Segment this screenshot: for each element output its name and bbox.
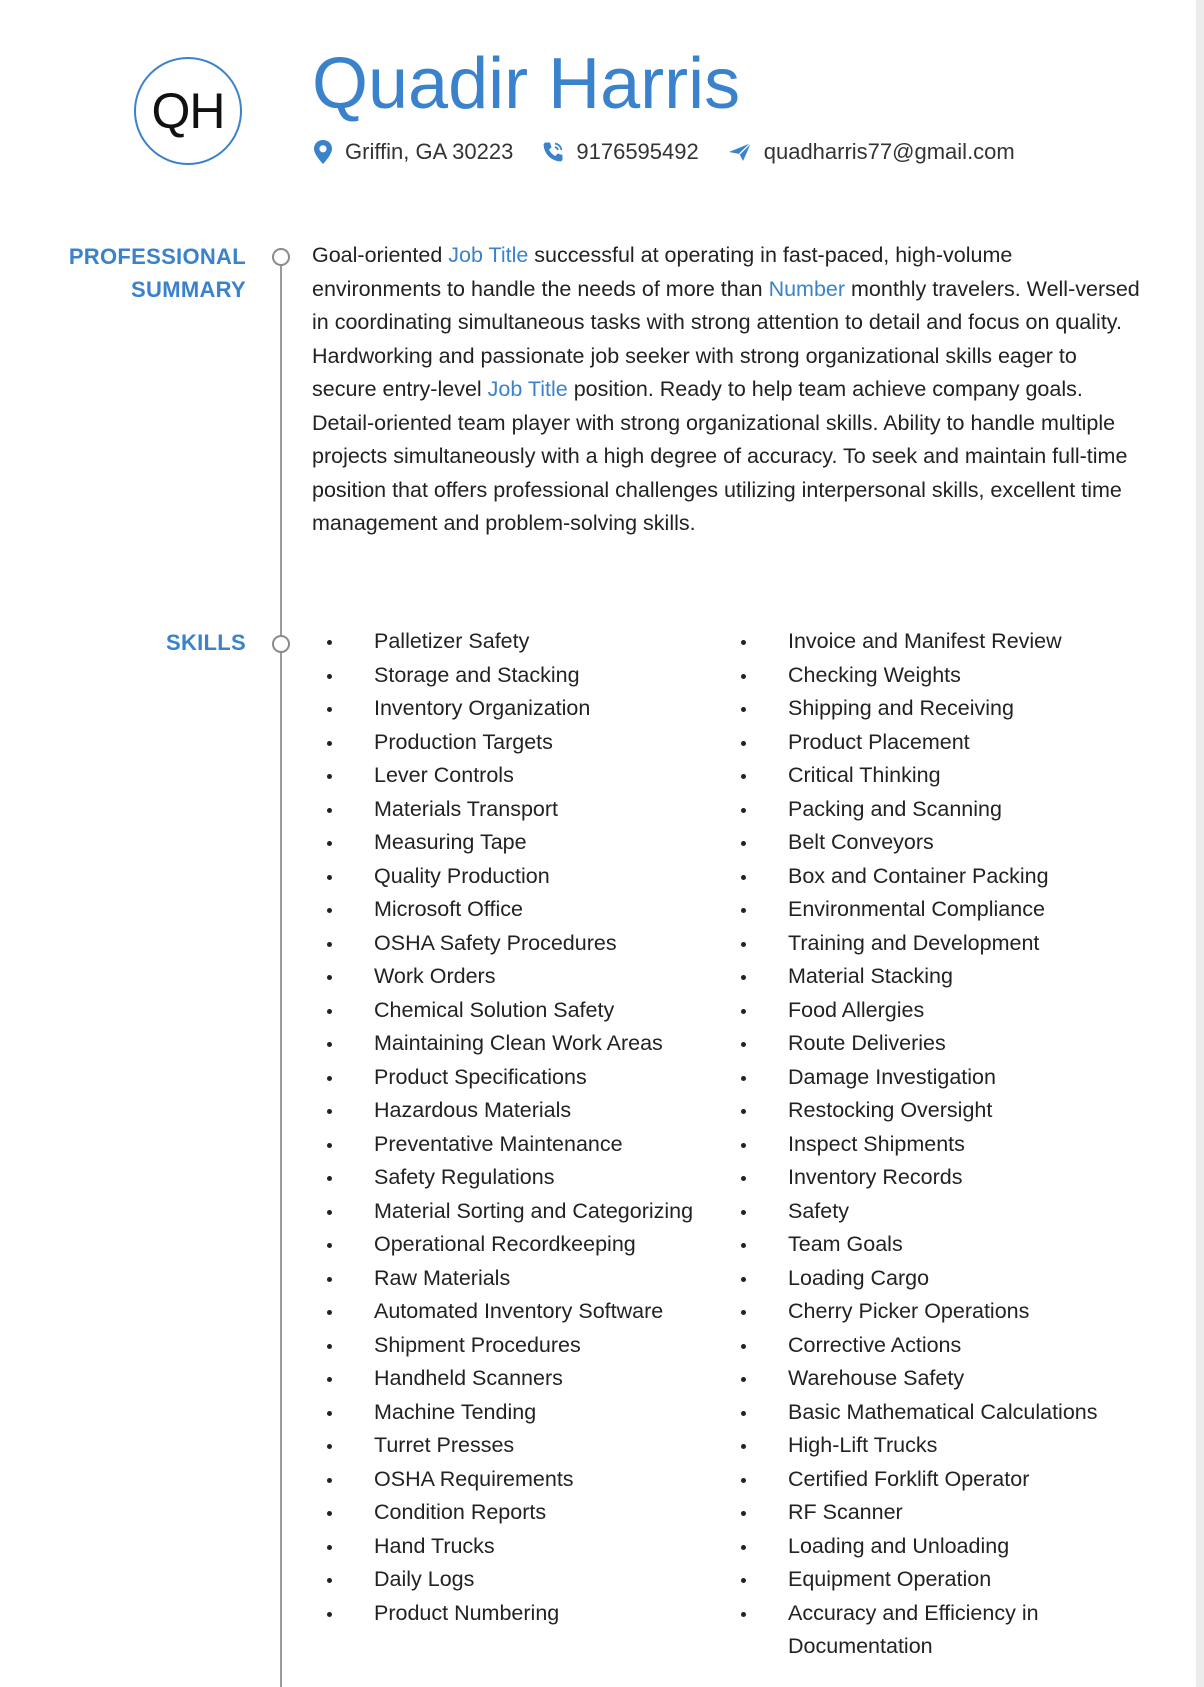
- skills-column-left: [312, 625, 726, 1664]
- skill-item: Handheld Scanners: [312, 1362, 726, 1396]
- skill-item: Storage and Stacking: [312, 659, 726, 693]
- phone-icon: [541, 140, 565, 164]
- skill-item: Material Sorting and Categorizing: [312, 1195, 726, 1229]
- summary-label-line1: PROFESSIONAL: [68, 244, 246, 269]
- skill-item: OSHA Requirements: [312, 1463, 726, 1497]
- candidate-name: Quadir Harris: [312, 44, 741, 124]
- initials-text: QH: [151, 83, 225, 139]
- skill-item: Daily Logs: [312, 1563, 726, 1597]
- contact-info: [312, 139, 1043, 165]
- skill-item: Automated Inventory Software: [312, 1295, 726, 1329]
- skill-item: Restocking Oversight: [726, 1094, 1142, 1128]
- skill-item: Safety: [726, 1195, 1142, 1229]
- skill-item: Safety Regulations: [312, 1161, 726, 1195]
- skill-item: Product Numbering: [312, 1597, 726, 1631]
- skill-item: Basic Mathematical Calculations: [726, 1396, 1142, 1430]
- skill-item: Material Stacking: [726, 960, 1142, 994]
- skill-item: Product Specifications: [312, 1061, 726, 1095]
- phone-text: 9176595492: [576, 139, 699, 164]
- summary-placeholder-job-title: Job Title: [487, 377, 568, 401]
- skill-item: Damage Investigation: [726, 1061, 1142, 1095]
- section-label-summary: [69, 240, 246, 306]
- skill-item: RF Scanner: [726, 1496, 1142, 1530]
- skill-item: Work Orders: [312, 960, 726, 994]
- initials-monogram: [134, 57, 242, 165]
- summary-label-line2: SUMMARY: [131, 277, 246, 302]
- timeline-node-summary: [272, 248, 290, 266]
- email-text: quadharris77@gmail.com: [763, 139, 1015, 164]
- send-icon: [727, 140, 753, 164]
- skill-item: Certified Forklift Operator: [726, 1463, 1142, 1497]
- skill-item: Loading Cargo: [726, 1262, 1142, 1296]
- skill-item: Production Targets: [312, 726, 726, 760]
- location-text: Griffin, GA 30223: [345, 139, 514, 164]
- skill-item: Environmental Compliance: [726, 893, 1142, 927]
- skill-item: Belt Conveyors: [726, 826, 1142, 860]
- skill-item: Chemical Solution Safety: [312, 994, 726, 1028]
- skill-item: Maintaining Clean Work Areas: [312, 1027, 726, 1061]
- skill-item: Raw Materials: [312, 1262, 726, 1296]
- skill-item: Accuracy and Efficiency in Documentation: [726, 1597, 1142, 1664]
- timeline-line: [280, 258, 282, 1687]
- skill-item: Checking Weights: [726, 659, 1142, 693]
- skill-item: Palletizer Safety: [312, 625, 726, 659]
- contact-email: [727, 139, 1015, 165]
- skill-item: OSHA Safety Procedures: [312, 927, 726, 961]
- skill-item: Cherry Picker Operations: [726, 1295, 1142, 1329]
- skill-item: Shipment Procedures: [312, 1329, 726, 1363]
- summary-text: [312, 239, 1142, 541]
- skill-item: Equipment Operation: [726, 1563, 1142, 1597]
- skill-item: Machine Tending: [312, 1396, 726, 1430]
- skills-column-right: [726, 625, 1142, 1664]
- skill-item: Warehouse Safety: [726, 1362, 1142, 1396]
- summary-segment: monthly travelers. Well-versed in coordinating simultaneous tasks with strong attention to detail and focus on quality. Hardworking and passionate job seeker with strong organizational skills eager to secure entry-level: [312, 276, 1140, 401]
- skill-item: Corrective Actions: [726, 1329, 1142, 1363]
- summary-placeholder-number: Number: [768, 276, 846, 301]
- skill-item: Invoice and Manifest Review: [726, 625, 1142, 659]
- skill-item: Inventory Organization: [312, 692, 726, 726]
- skill-item: Inventory Records: [726, 1161, 1142, 1195]
- skill-item: Lever Controls: [312, 759, 726, 793]
- skill-item: Loading and Unloading: [726, 1530, 1142, 1564]
- skill-item: Hand Trucks: [312, 1530, 726, 1564]
- skill-item: Measuring Tape: [312, 826, 726, 860]
- skill-item: Food Allergies: [726, 994, 1142, 1028]
- skills-list: [312, 625, 1142, 1664]
- skill-item: Quality Production: [312, 860, 726, 894]
- skill-item: Team Goals: [726, 1228, 1142, 1262]
- skill-item: Packing and Scanning: [726, 793, 1142, 827]
- contact-phone: [541, 139, 698, 165]
- summary-segment: Goal-oriented: [312, 243, 449, 267]
- skill-item: Hazardous Materials: [312, 1094, 726, 1128]
- skill-item: Route Deliveries: [726, 1027, 1142, 1061]
- contact-location: [312, 139, 513, 165]
- skill-item: Preventative Maintenance: [312, 1128, 726, 1162]
- summary-segment: successful at operating in fast-paced, high-volume environments to handle the needs of more than: [312, 243, 1013, 301]
- skill-item: Inspect Shipments: [726, 1128, 1142, 1162]
- skill-item: Microsoft Office: [312, 893, 726, 927]
- location-pin-icon: [312, 139, 334, 165]
- summary-segment: position. Ready to help team achieve company goals. Detail-oriented team player with strong organizational skills. Ability to handle multiple projects simultaneously with a high degree of accuracy. To seek and maintain full-time position that offers professional challenges utilizing interpersonal skills, excellent time management and problem-solving skills.: [312, 377, 1128, 535]
- skill-item: Condition Reports: [312, 1496, 726, 1530]
- page-edge: [1196, 0, 1204, 1687]
- summary-placeholder-job-title: Job Title: [448, 243, 529, 267]
- skill-item: High-Lift Trucks: [726, 1429, 1142, 1463]
- timeline-node-skills: [272, 635, 290, 653]
- skill-item: Critical Thinking: [726, 759, 1142, 793]
- skill-item: Turret Presses: [312, 1429, 726, 1463]
- section-label-skills: SKILLS: [165, 630, 246, 655]
- skill-item: Training and Development: [726, 927, 1142, 961]
- skill-item: Product Placement: [726, 726, 1142, 760]
- skill-item: Shipping and Receiving: [726, 692, 1142, 726]
- skill-item: Operational Recordkeeping: [312, 1228, 726, 1262]
- skill-item: Box and Container Packing: [726, 860, 1142, 894]
- skill-item: Materials Transport: [312, 793, 726, 827]
